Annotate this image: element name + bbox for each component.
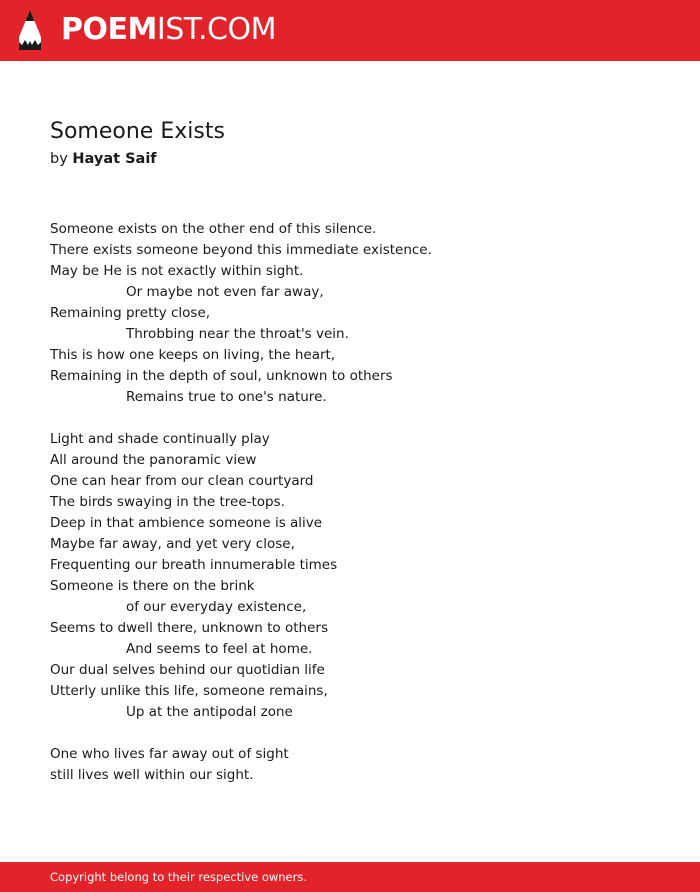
site-header [0, 0, 700, 61]
byline [50, 149, 157, 169]
poem-line: Deep in that ambience someone is alive [50, 515, 323, 531]
stanza-break [50, 723, 650, 744]
poem-line: Up at the antipodal zone [126, 704, 293, 720]
site-footer [0, 862, 700, 892]
pencil-icon[interactable] [18, 9, 42, 51]
poem-body [50, 219, 650, 786]
poem-line: still lives well within our sight. [50, 767, 254, 783]
stanza-break [50, 408, 650, 429]
poem-line: One who lives far away out of sight [50, 746, 289, 762]
poem-line: of our everyday existence, [126, 599, 307, 615]
byline-prefix: by [50, 151, 68, 167]
poem-title: Someone Exists [50, 119, 225, 144]
poem-line: Our dual selves behind our quotidian life [50, 662, 325, 678]
poem-line: And seems to feel at home. [126, 641, 313, 657]
poem-line: Utterly unlike this life, someone remains, [50, 683, 328, 699]
poem-line: Remaining pretty close, [50, 305, 211, 321]
poem-line: Maybe far away, and yet very close, [50, 536, 295, 552]
poem-line: Light and shade continually play [50, 431, 270, 447]
poem-line: The birds swaying in the tree-tops. [50, 494, 285, 510]
poem-line: Remaining in the depth of soul, unknown to others [50, 368, 393, 384]
poem-line: Remains true to one's nature. [126, 389, 327, 405]
poem-line: Someone exists on the other end of this silence. [50, 221, 377, 237]
site-logo[interactable] [61, 12, 276, 48]
logo-text-light: IST.COM [156, 12, 276, 47]
poem-line: Throbbing near the throat's vein. [126, 326, 349, 342]
poem-line: Seems to dwell there, unknown to others [50, 620, 328, 636]
poem-line: This is how one keeps on living, the heart, [50, 347, 336, 363]
poem-line: There exists someone beyond this immediate existence. [50, 242, 432, 258]
poem-line: Someone is there on the brink [50, 578, 255, 594]
author-name[interactable]: Hayat Saif [72, 151, 157, 167]
poem-line: Frequenting our breath innumerable times [50, 557, 338, 573]
poem-line: Or maybe not even far away, [126, 284, 324, 300]
copyright-text: Copyright belong to their respective owners. [50, 870, 308, 884]
poem-line: All around the panoramic view [50, 452, 257, 468]
poem-line: May be He is not exactly within sight. [50, 263, 304, 279]
poem-line: One can hear from our clean courtyard [50, 473, 314, 489]
logo-text-bold: POEM [61, 12, 157, 47]
